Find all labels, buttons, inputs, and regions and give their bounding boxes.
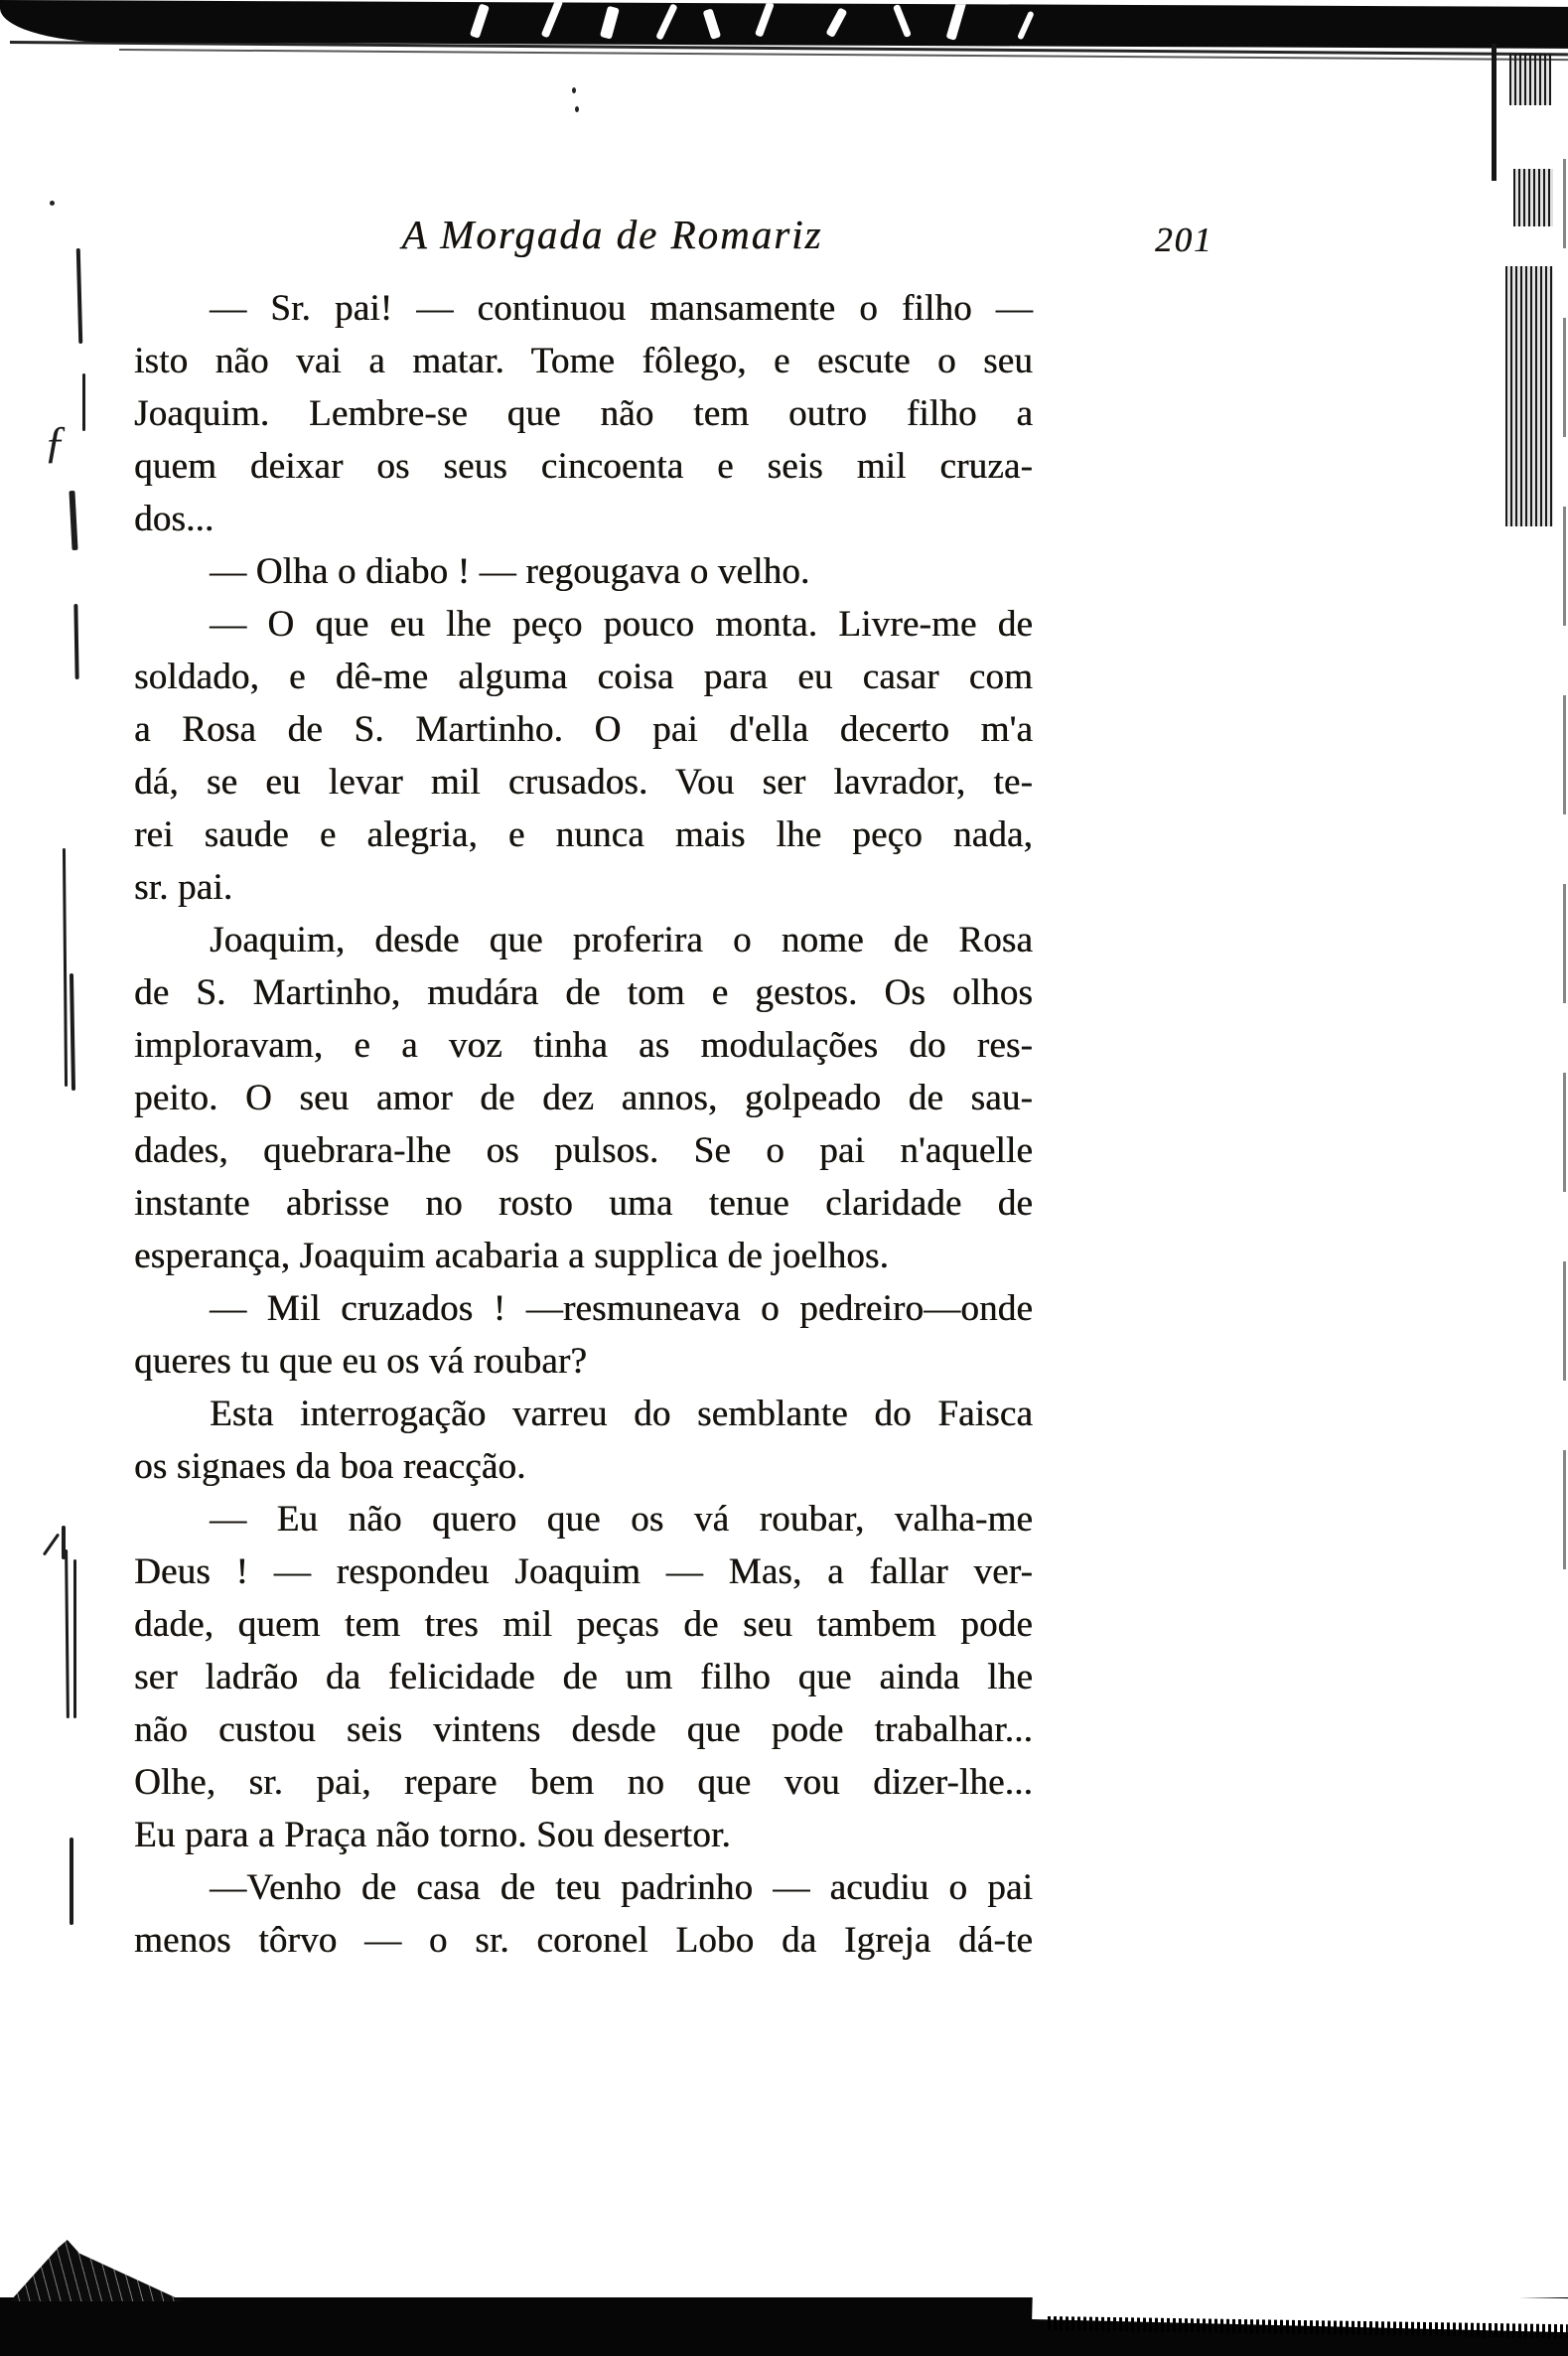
scan-streak [1505,266,1553,526]
text-line: — Sr. pai! — continuou mansamente o filho — [210,288,1033,329]
scan-gouge [470,3,490,38]
text-line: Olhe, sr. pai, repare bem no que vou dizer-lhe... [134,1762,1033,1803]
page-edge-line [1563,159,1566,1569]
margin-mark [65,1549,70,1718]
text-line: Joaquim. Lembre-se que não tem outro filho a [134,393,1033,434]
paragraph [134,914,1033,1282]
text-line: — Eu não quero que os vá roubar, valha-me [210,1499,1033,1540]
text-line: rei saude e alegria, e nunca mais lhe peço nada, [134,814,1033,855]
ink-speck [50,201,55,206]
text-line: isto não vai a matar. Tome fôlego, e escute o seu [134,341,1033,381]
margin-mark [82,373,85,431]
text-line: Joaquim, desde que proferira o nome de Rosa [210,920,1033,960]
paragraph [134,1493,1033,1861]
top-scan-band [0,0,1568,49]
margin-mark [63,848,68,1087]
margin-mark [70,973,75,1091]
text-line: dá, se eu levar mil crusados. Vou ser lavrador, te- [134,762,1033,803]
text-line: a Rosa de S. Martinho. O pai d'ella decerto m'a [134,709,1033,750]
text-column [134,282,1033,1967]
text-line: queres tu que eu os vá roubar? [134,1341,587,1382]
scan-gouge [755,1,775,38]
margin-mark [43,1533,60,1555]
bottom-left-ornament [10,2240,184,2301]
page-corner-mark [1492,44,1497,181]
text-line: imploravam, e a voz tinha as modulações do res- [134,1025,1033,1066]
scan-gouge [600,6,620,40]
scan-gouge [946,0,967,41]
margin-mark [73,1559,76,1718]
margin-mark: ƒ [44,416,67,467]
running-title: A Morgada de Romariz [401,212,823,257]
scan-streak [1509,54,1551,105]
text-line: — Olha o diabo ! — regougava o velho. [210,551,810,592]
text-line: menos tôrvo — o sr. coronel Lobo da Igreja dá-te [134,1920,1033,1961]
text-line: Deus ! — respondeu Joaquim — Mas, a fallar ver- [134,1551,1033,1592]
scan-gouge [541,0,564,38]
margin-mark [76,248,83,344]
text-line: peito. O seu amor de dez annos, golpeado de sau- [134,1078,1033,1118]
text-line: dos... [134,499,214,539]
text-line: ser ladrão da felicidade de um filho que ainda lhe [134,1657,1033,1697]
page-number: 201 [1155,221,1213,259]
paragraph [134,545,1033,598]
margin-mark [70,1838,73,1925]
text-line: quem deixar os seus cincoenta e seis mil cruza- [134,446,1033,487]
margin-mark [69,491,77,550]
text-line: — O que eu lhe peço pouco monta. Livre-me de [210,604,1033,645]
text-line: — Mil cruzados ! —resmuneava o pedreiro—onde [210,1288,1033,1329]
paragraph [134,1282,1033,1388]
text-line: Esta interrogação varreu do semblante do Faisca [210,1394,1033,1434]
paragraph [134,1861,1033,1967]
margin-mark [73,604,78,679]
scan-gouge [703,8,722,40]
paragraph [134,282,1033,545]
text-line: dade, quem tem tres mil peças de seu tambem pode [134,1604,1033,1645]
text-line: instante abrisse no rosto uma tenue claridade de [134,1183,1033,1224]
scan-gouge [825,7,847,38]
paragraph [134,1388,1033,1493]
scan-gouge [655,3,678,40]
scan-gouge [893,4,912,38]
text-line: soldado, e dê-me alguma coisa para eu casar com [134,657,1033,697]
text-line: —Venho de casa de teu padrinho — acudiu o pai [210,1867,1033,1908]
text-line: Eu para a Praça não torno. Sou desertor. [134,1815,731,1855]
text-line: esperança, Joaquim acabaria a supplica de joelhos. [134,1236,889,1276]
ink-speck [572,87,576,93]
paragraph [134,598,1033,914]
text-line: sr. pai. [134,867,233,908]
text-line: de S. Martinho, mudára de tom e gestos. Os olhos [134,972,1033,1013]
text-line: não custou seis vintens desde que pode trabalhar... [134,1709,1033,1750]
text-line: os signaes da boa reacção. [134,1446,526,1487]
scan-streak [1513,169,1553,226]
text-line: dades, quebrara-lhe os pulsos. Se o pai n'aquelle [134,1130,1033,1171]
scan-gouge [1017,11,1035,41]
